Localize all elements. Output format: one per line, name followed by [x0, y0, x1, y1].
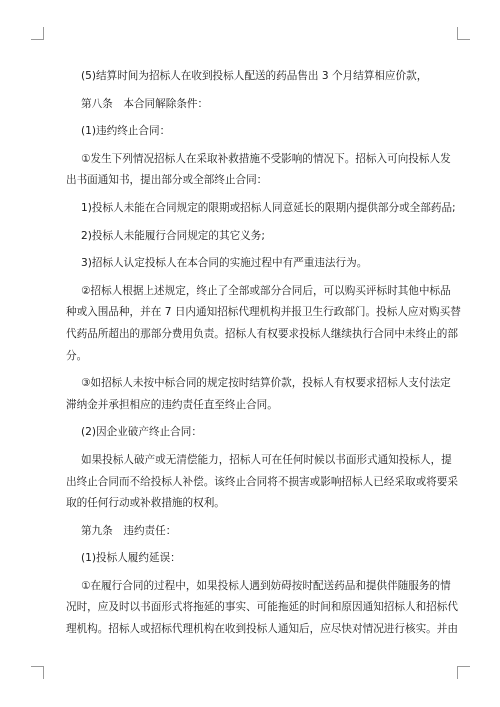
paragraph: [66, 281, 461, 367]
text-line: 况时，应及时以书面形式将拖延的事实、可能拖延的时间和原因通知招标人和招标代: [66, 601, 458, 614]
text-line: 滞纳金并承担相应的违约责任直至终止合同。: [66, 398, 278, 411]
text-line: ③如招标人未按中标合同的规定按时结算价款，投标人有权要求招标人支付法定: [81, 377, 451, 390]
text-line: 理机构。招标人或招标代理机构在收到投标人通知后，应尽快对情况进行核实。并由: [66, 623, 458, 636]
text-line: 2)投标人未能履行合同规定的其它义务;: [81, 229, 265, 242]
text-line: 出终止合同而不给投标人补偿。该终止合同将不损害或影响招标人已经采取或将要采: [66, 475, 458, 488]
section-heading: [81, 94, 441, 116]
section-heading: [81, 521, 441, 543]
paragraph: [66, 576, 458, 641]
text-line: 出书面通知书，提出部分或全部终止合同：: [66, 174, 268, 187]
text-line: 1)投标人未能在合同规定的限期或招标人同意延长的限期内提供部分或全部药品;: [81, 201, 456, 214]
text-line: (5)结算时间为招标人在收到投标人配送的药品售出 3 个月结算相应价款，: [81, 70, 428, 82]
crop-mark-bottom-right: [457, 666, 470, 679]
paragraph: [81, 66, 441, 88]
paragraph: [81, 226, 441, 248]
text-line: ①发生下列情况招标人在采取补救措施不受影响的情况下。招标入可向投标人发: [81, 152, 451, 165]
paragraph: [81, 198, 456, 220]
text-line: 第九条 违约责任：: [81, 524, 177, 537]
text-line: (1)投标人履约延误：: [81, 552, 181, 565]
paragraph: [81, 253, 441, 275]
paragraph: [66, 450, 458, 515]
text-line: 第八条 本合同解除条件：: [81, 97, 209, 110]
text-line: ①在履行合同的过程中，如果投标人遇到妨碍按时配送药品和提供伴随服务的情: [81, 579, 451, 592]
crop-mark-top-right: [457, 27, 470, 40]
paragraph: [66, 149, 451, 192]
text-line: 3)招标人认定投标人在本合同的实施过程中有严重违法行为。: [81, 257, 368, 270]
paragraph: [81, 422, 441, 444]
crop-mark-top-left: [31, 27, 44, 40]
text-line: ②招标人根据上述规定，终止了全部或部分合同后，可以购买评标时其他中标品: [81, 284, 451, 297]
text-line: 如果投标人破产或无清偿能力，招标人可在任何时候以书面形式通知投标人，提: [81, 453, 452, 466]
paragraph: [66, 373, 451, 416]
paragraph: [81, 121, 441, 143]
text-line: 取的任何行动或补救措施的权利。: [66, 497, 225, 510]
text-line: 代药品所超出的那部分费用负责。招标人有权要求投标人继续执行合同中未终止的部: [66, 327, 458, 340]
text-line: 种或入围品种，并在 7 日内通知招标代理机构并报卫生行政部门。投标人应对购买替: [66, 306, 461, 319]
text-line: (1)违约终止合同：: [81, 125, 171, 138]
text-line: (2)因企业破产终止合同：: [81, 426, 202, 439]
paragraph: [81, 548, 441, 570]
crop-mark-bottom-left: [31, 666, 44, 679]
document-body: [66, 66, 461, 647]
text-line: 分。: [66, 349, 88, 362]
